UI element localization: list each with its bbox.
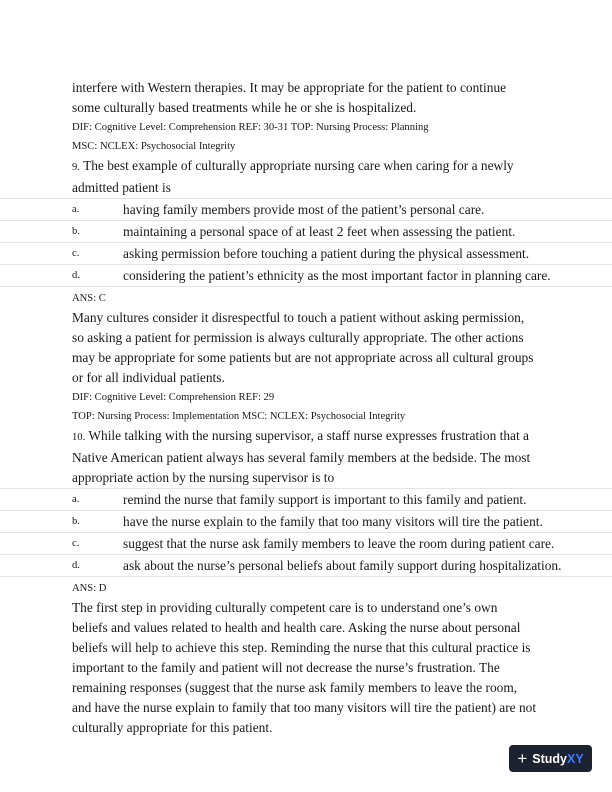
badge-brand [532, 752, 583, 766]
rationale-line: Many cultures consider it disrespectful to touch a patient without asking permission, [72, 310, 525, 325]
answer-option [0, 532, 612, 554]
option-letter: c. [72, 248, 80, 259]
rationale-line: and have the nurse explain to family that too many visitors will tire the patient) are not [72, 700, 537, 715]
question-stem-line: While talking with the nursing supervisor, a staff nurse expresses frustration that a [88, 428, 529, 443]
rationale-line: beliefs will help to achieve this step. Reminding the nurse that this cultural practice is [72, 640, 531, 655]
answer-option [0, 510, 612, 532]
rationale-line: beliefs and values related to health and health care. Asking the nurse about personal [72, 620, 521, 635]
option-text: ask about the nurse’s personal beliefs about family support during hospitalization. [123, 557, 562, 573]
intro-line: interfere with Western therapies. It may be appropriate for the patient to continue [72, 80, 507, 95]
option-letter: a. [72, 204, 80, 215]
question-10-options [0, 488, 612, 577]
question-stem-line: Native American patient always has several family members at the bedside. The most [72, 450, 531, 465]
question-meta: TOP: Nursing Process: Implementation MSC: NCLEX: Psychosocial Integrity [72, 411, 406, 422]
rationale-line: culturally appropriate for this patient. [72, 720, 273, 735]
option-text: asking permission before touching a patient during the physical assessment. [123, 245, 530, 261]
answer-option [0, 554, 612, 577]
option-letter: d. [72, 270, 80, 281]
rationale-line: remaining responses (suggest that the nurse ask family members to leave the room, [72, 680, 518, 695]
question-meta: MSC: NCLEX: Psychosocial Integrity [72, 141, 236, 152]
option-text: suggest that the nurse ask family members to leave the room during patient care. [123, 535, 555, 551]
answer-option [0, 198, 612, 220]
question-9-stem [72, 156, 612, 178]
studyxy-badge[interactable] [509, 745, 592, 772]
option-letter: d. [72, 560, 80, 571]
rationale-line: so asking a patient for permission is always culturally appropriate. The other actions [72, 330, 524, 345]
answer-option [0, 242, 612, 264]
question-meta: DIF: Cognitive Level: Comprehension REF: 30-31 TOP: Nursing Process: Planning [72, 122, 429, 133]
option-letter: a. [72, 494, 80, 505]
question-stem-line: appropriate action by the nursing supervisor is to [72, 470, 335, 485]
option-text: considering the patient’s ethnicity as the most important factor in planning care. [123, 267, 551, 283]
question-10-stem [72, 426, 612, 448]
option-letter: c. [72, 538, 80, 549]
answer-option [0, 488, 612, 510]
answer-option [0, 220, 612, 242]
option-letter: b. [72, 226, 80, 237]
question-meta: DIF: Cognitive Level: Comprehension REF: 29 [72, 392, 275, 403]
option-text: maintaining a personal space of at least 2 feet when assessing the patient. [123, 223, 516, 239]
rationale-line: important to the family and patient will not decrease the nurse’s frustration. The [72, 660, 500, 675]
question-stem-line: admitted patient is [72, 180, 171, 195]
document-page [72, 78, 612, 738]
plus-icon: + [517, 748, 528, 768]
question-stem-line: The best example of culturally appropriate nursing care when caring for a newly [83, 158, 514, 173]
badge-brand-xy: XY [566, 751, 584, 766]
rationale-line: may be appropriate for some patients but are not appropriate across all cultural groups [72, 350, 534, 365]
answer-key: ANS: D [72, 583, 107, 594]
question-number: 9. [72, 162, 80, 173]
intro-line: some culturally based treatments while he or she is hospitalized. [72, 100, 417, 115]
answer-key: ANS: C [72, 293, 106, 304]
option-letter: b. [72, 516, 80, 527]
option-text: remind the nurse that family support is important to this family and patient. [123, 491, 527, 507]
option-text: have the nurse explain to the family that too many visitors will tire the patient. [123, 513, 543, 529]
option-text: having family members provide most of the patient’s personal care. [123, 201, 485, 217]
answer-option [0, 264, 612, 287]
question-9-options [0, 198, 612, 287]
rationale-line: The first step in providing culturally competent care is to understand one’s own [72, 600, 498, 615]
rationale-line: or for all individual patients. [72, 370, 225, 385]
question-number: 10. [72, 432, 86, 443]
badge-brand-study: Study [532, 751, 567, 766]
